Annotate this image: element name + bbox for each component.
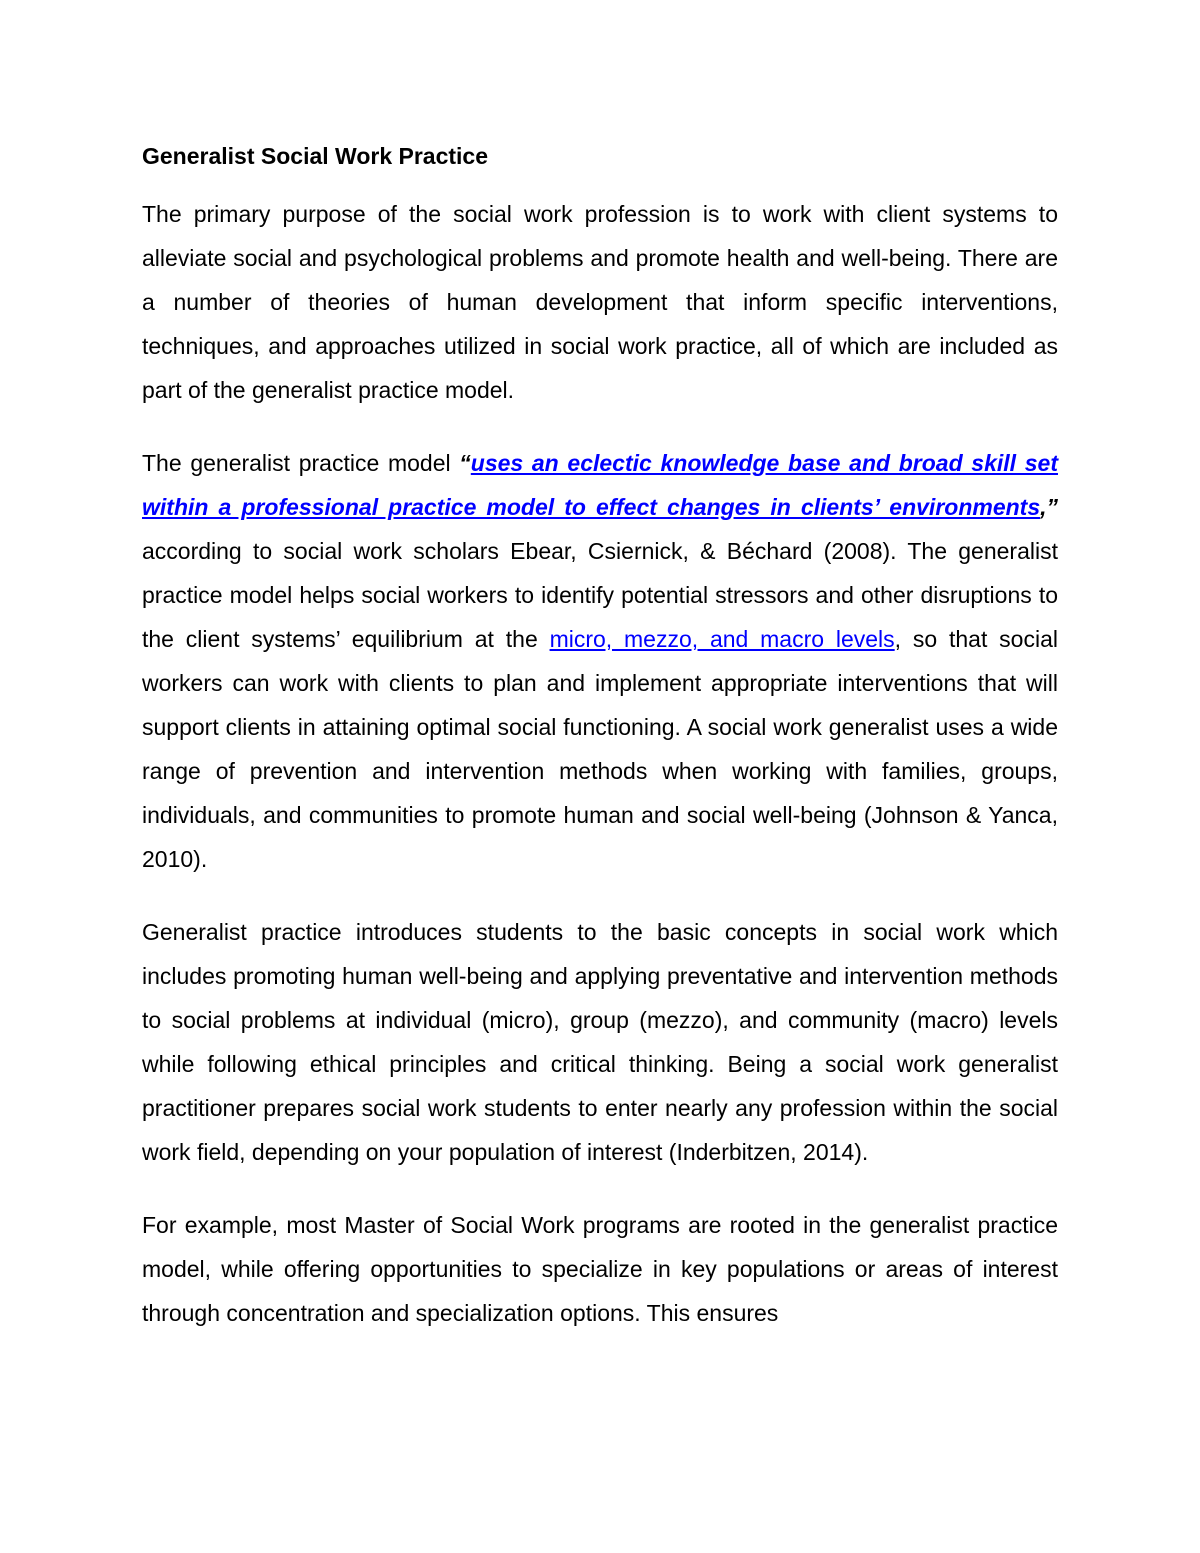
paragraph-2 — [142, 441, 1058, 881]
quote-link[interactable]: uses an eclectic knowledge base and broad skill set within a professional practice model to effect changes in clients’ environments — [142, 450, 1058, 520]
open-quote-mark: “ — [459, 450, 471, 476]
levels-link[interactable]: micro, mezzo, and macro levels — [549, 626, 895, 652]
close-quote-mark: ,” — [1040, 494, 1058, 520]
paragraph-2-body: according to social work scholars Ebear, Csiernick, & Béchard (2008). The generalist practice model helps social workers to identify potential stressors and other disruptions to the client systems’ equilibrium at the — [142, 538, 1058, 652]
document-title: Generalist Social Work Practice — [142, 143, 489, 169]
paragraph-4: For example, most Master of Social Work programs are rooted in the generalist practice model, while offering opportunities to specialize in key populations or areas of interest through concentration and specialization options. This ensures — [142, 1212, 1058, 1326]
document-page — [142, 130, 1058, 1364]
paragraph-3: Generalist practice introduces students to the basic concepts in social work which includes promoting human well-being and applying preventative and intervention methods to social problems at individual (micro), group (mezzo), and community (macro) levels while following ethical principles and critical thinking. Being a social work generalist practitioner prepares social work students to enter nearly any profession within the social work field, depending on your population of interest (Inderbitzen, 2014). — [142, 919, 1058, 1165]
paragraph-2-intro: The generalist practice model — [142, 450, 460, 476]
paragraph-2-end: , so that social workers can work with clients to plan and implement appropriate interventions that will support clients in attaining optimal social functioning. A social work generalist uses a wide range of prevention and intervention methods when working with families, groups, individuals, and communities to promote human and social well-being (Johnson & Yanca, 2010). — [142, 626, 1058, 872]
paragraph-1: The primary purpose of the social work profession is to work with client systems to alleviate social and psychological problems and promote health and well-being. There are a number of theories of human development that inform specific interventions, techniques, and approaches utilized in social work practice, all of which are included as part of the generalist practice model. — [142, 201, 1058, 403]
